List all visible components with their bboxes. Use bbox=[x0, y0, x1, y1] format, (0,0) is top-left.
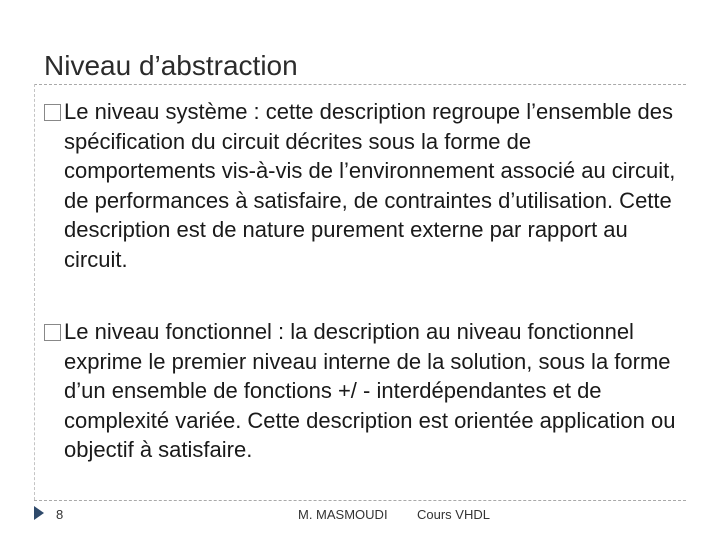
bullet-item-niveau-fonctionnel bbox=[44, 317, 684, 465]
footer-course: Cours VHDL bbox=[417, 507, 490, 522]
footer-divider bbox=[34, 500, 686, 501]
square-bullet-icon bbox=[44, 104, 61, 121]
bullet-text: Le niveau système : cette description regroupe l’ensemble des spécification du circuit décrites sous la forme de comportements vis-à-vis de l’environnement associé au circuit, de performances à satisfaire, de contraintes d’utilisation. Cette description est de nature purement externe par rapport au circuit. bbox=[64, 99, 676, 272]
triangle-arrow-icon bbox=[34, 506, 44, 520]
slide-title: Niveau d’abstraction bbox=[44, 50, 298, 81]
square-bullet-icon bbox=[44, 324, 61, 341]
title-divider bbox=[34, 84, 686, 85]
bullet-item-niveau-systeme bbox=[44, 97, 684, 274]
page-number: 8 bbox=[56, 507, 64, 522]
footer-author: M. MASMOUDI bbox=[298, 507, 388, 522]
bullet-text: Le niveau fonctionnel : la description au niveau fonctionnel exprime le premier niveau interne de la solution, sous la forme d’un ensemble de fonctions +/ - interdépendantes et de complexité variée. Cette description est orientée application ou objectif à satisfaire. bbox=[64, 319, 676, 462]
left-margin-line bbox=[34, 84, 35, 500]
